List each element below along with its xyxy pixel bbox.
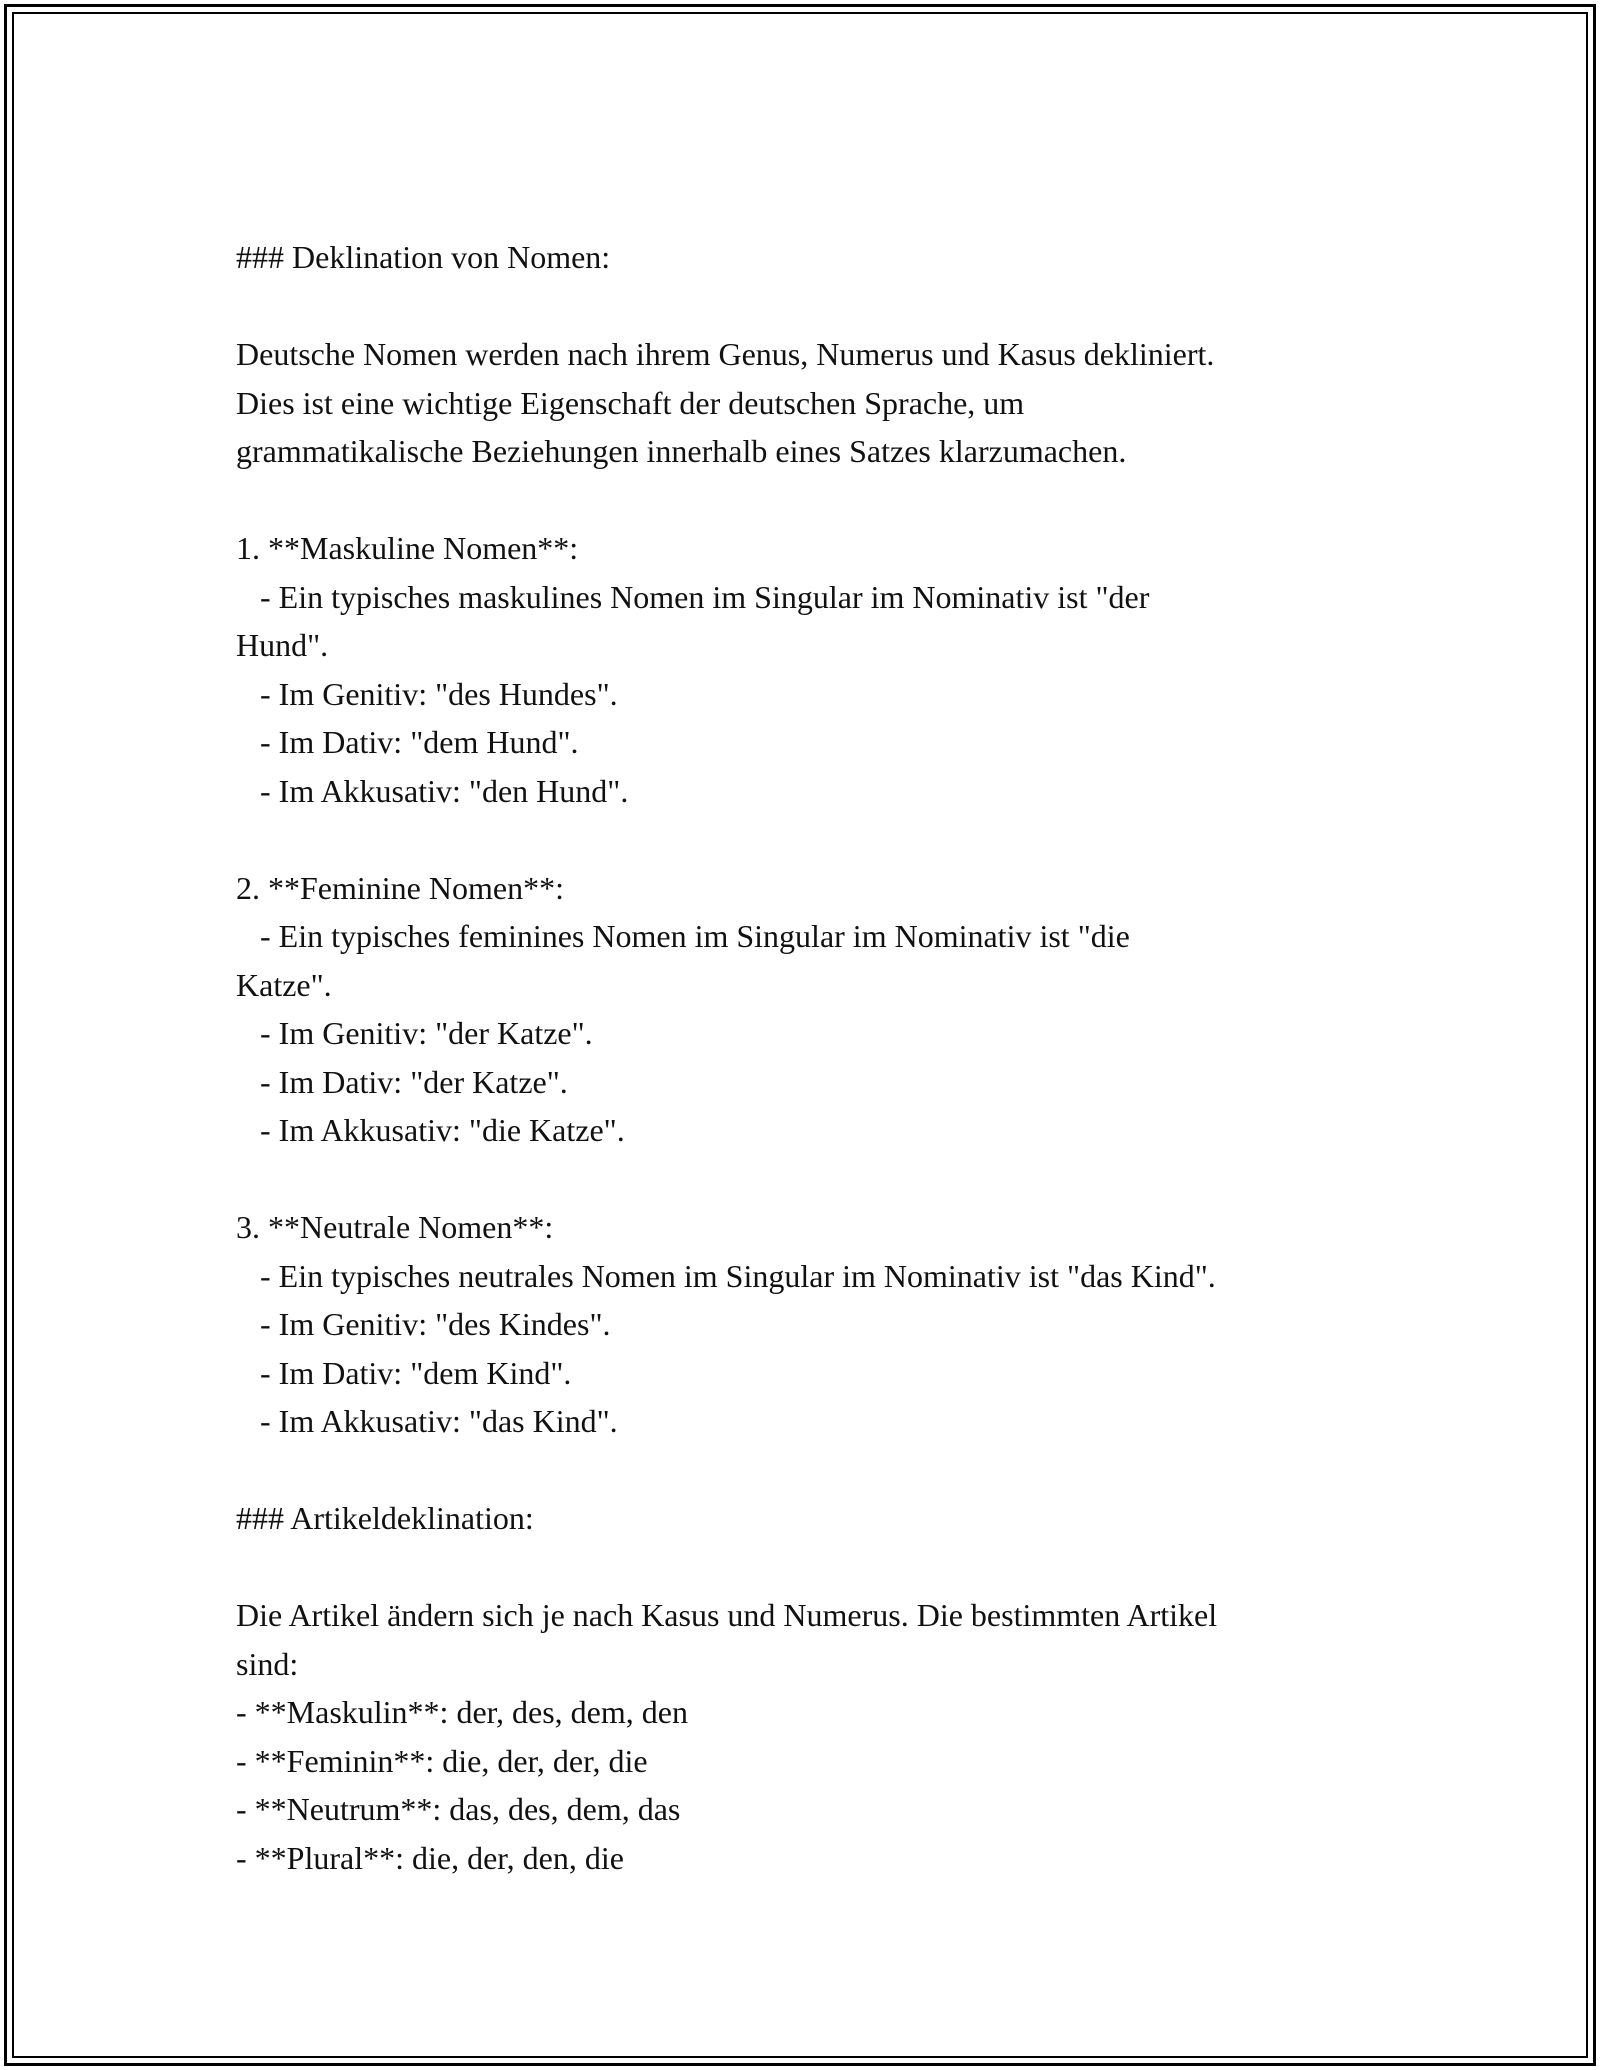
article-list-item: - **Maskulin**: der, des, dem, den [236,1694,688,1730]
heading-articles: ### Artikeldeklination: [236,1500,534,1536]
masculine-line: - Im Dativ: "dem Hund". [236,724,579,760]
masculine-line: - Im Genitiv: "des Hundes". [236,675,618,712]
neuter-line: - Ein typisches neutrales Nomen im Singular im Nominativ ist "das Kind". [236,1257,1216,1294]
article-list-item: - **Feminin**: die, der, der, die [236,1742,648,1779]
blank-line [236,815,1396,864]
neuter-line: - Im Genitiv: "des Kindes". [236,1306,611,1342]
feminine-line: - Im Dativ: "der Katze". [236,1063,568,1100]
blank-line [236,1446,1396,1495]
articles-paragraph [236,1591,1396,1882]
blank-line [236,1155,1396,1204]
feminine-line: - Im Genitiv: "der Katze". [236,1015,593,1051]
blank-line [236,476,1396,525]
masculine-line: - Ein typisches maskulines Nomen im Singular im Nominativ ist "der [236,578,1150,615]
blank-line [236,1543,1396,1592]
feminine-title: 2. **Feminine Nomen**: [236,869,564,906]
masculine-line: - Im Akkusativ: "den Hund". [236,772,629,809]
masculine-section [236,524,1396,815]
intro-line: grammatikalische Beziehungen innerhalb eines Satzes klarzumachen. [236,433,1127,469]
masculine-title: 1. **Maskuline Nomen**: [236,530,579,566]
feminine-section [236,864,1396,1155]
blank-line [236,282,1396,331]
feminine-line: - Ein typisches feminines Nomen im Singular im Nominativ ist "die [236,918,1130,954]
heading-declension: ### Deklination von Nomen: [236,239,611,275]
document-body [236,233,1396,1882]
intro-line: Deutsche Nomen werden nach ihrem Genus, Numerus und Kasus dekliniert. [236,336,1215,372]
neuter-line: - Im Dativ: "dem Kind". [236,1354,572,1391]
neuter-title: 3. **Neutrale Nomen**: [236,1209,554,1245]
feminine-line: Katze". [236,966,332,1003]
neuter-line: - Im Akkusativ: "das Kind". [236,1403,618,1439]
article-list-item: - **Neutrum**: das, des, dem, das [236,1791,681,1827]
masculine-line: Hund". [236,627,329,663]
neuter-section [236,1203,1396,1446]
articles-intro-line: Die Artikel ändern sich je nach Kasus und Numerus. Die bestimmten Artikel [236,1597,1218,1633]
intro-paragraph [236,330,1396,476]
feminine-line: - Im Akkusativ: "die Katze". [236,1112,625,1148]
article-list-item: - **Plural**: die, der, den, die [236,1839,624,1876]
intro-line: Dies ist eine wichtige Eigenschaft der deutschen Sprache, um [236,384,1025,421]
articles-intro-line: sind: [236,1645,299,1682]
